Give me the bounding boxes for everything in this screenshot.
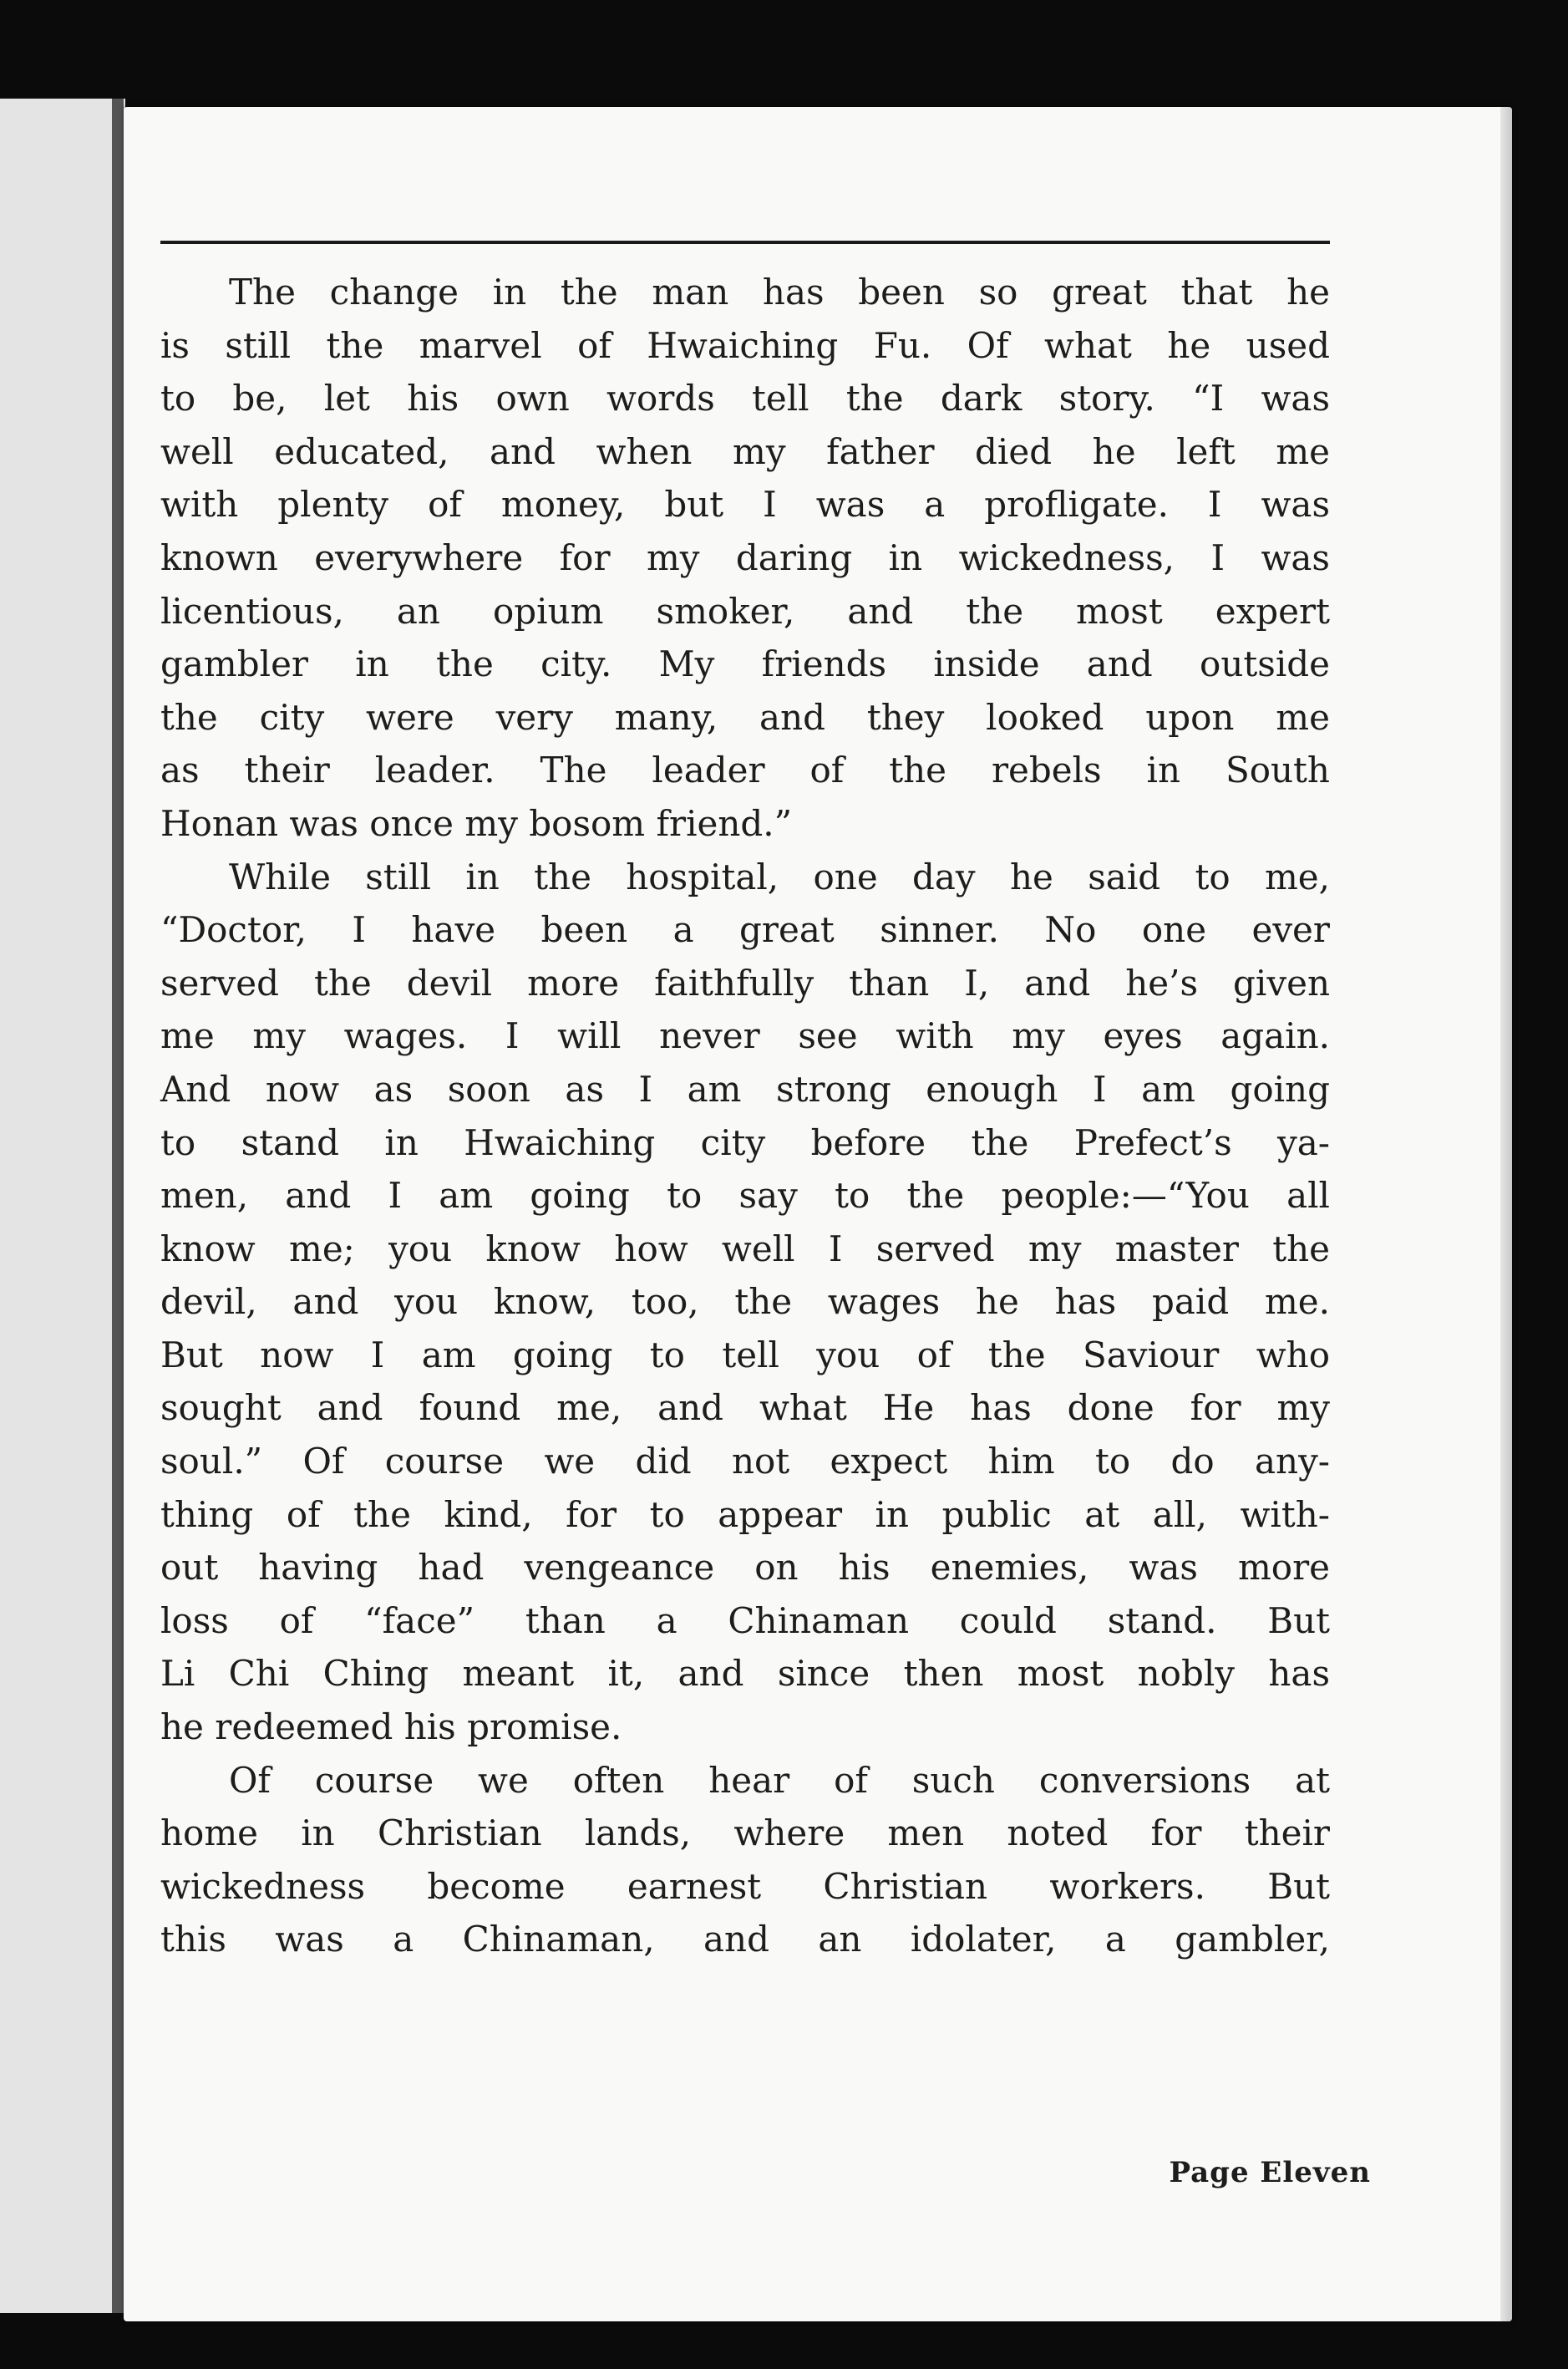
text-line: wickedness become earnest Christian workers. But [160,1865,1330,1907]
text-line: gambler in the city. My friends inside and outside [160,643,1330,685]
left-page-edge [0,99,125,2313]
gutter-shadow [112,99,124,2313]
text-line: know me; you know how well I served my master the [160,1228,1330,1269]
text-line: Honan was once my bosom friend.” [160,802,793,844]
text-line: he redeemed his promise. [160,1706,622,1748]
text-line: this was a Chinaman, and an idolater, a gambler, [160,1919,1330,1960]
page-number: Page Eleven [1169,2156,1371,2189]
text-line: And now as soon as I am strong enough I am going [160,1068,1330,1110]
text-line: is still the marvel of Hwaiching Fu. Of what he used [160,324,1330,366]
text-line: The change in the man has been so great that he [229,272,1330,313]
text-line: men, and I am going to say to the people:—“You all [160,1175,1330,1217]
text-line: known everywhere for my daring in wickedness, I was [160,536,1330,578]
text-line: out having had vengeance on his enemies, was more [160,1547,1330,1589]
body-text [160,266,1330,1966]
text-line: licentious, an opium smoker, and the most expert [160,590,1330,632]
text-line: to stand in Hwaiching city before the Prefect’s ya- [160,1121,1330,1163]
text-line: to be, let his own words tell the dark story. “I was [160,378,1330,419]
text-line: devil, and you know, too, the wages he has paid me. [160,1281,1330,1323]
text-line: thing of the kind, for to appear in public at all, with- [160,1493,1330,1535]
text-line: Of course we often hear of such conversions at [229,1759,1330,1801]
text-line: soul.” Of course we did not expect him to do any- [160,1441,1330,1482]
text-line: the city were very many, and they looked upon me [160,696,1330,738]
paragraph-2 [160,851,1330,1754]
text-line: me my wages. I will never see with my eyes again. [160,1015,1330,1057]
text-line: loss of “face” than a Chinaman could stand. But [160,1599,1330,1641]
text-line: well educated, and when my father died he left me [160,430,1330,472]
page-edge [1500,107,1512,2321]
text-line: with plenty of money, but I was a profligate. I was [160,484,1330,526]
header-rule [160,241,1330,244]
text-line: as their leader. The leader of the rebels in South [160,750,1330,791]
text-line: home in Christian lands, where men noted for their [160,1812,1330,1854]
text-line: sought and found me, and what He has done for my [160,1387,1330,1429]
text-line: While still in the hospital, one day he said to me, [229,856,1330,897]
text-line: But now I am going to tell you of the Saviour who [160,1334,1330,1375]
paragraph-3 [160,1754,1330,1966]
text-line: “Doctor, I have been a great sinner. No one ever [160,909,1330,951]
paragraph-1 [160,266,1330,851]
text-line: Li Chi Ching meant it, and since then most nobly has [160,1653,1330,1695]
text-line: served the devil more faithfully than I, and he’s given [160,962,1330,1004]
